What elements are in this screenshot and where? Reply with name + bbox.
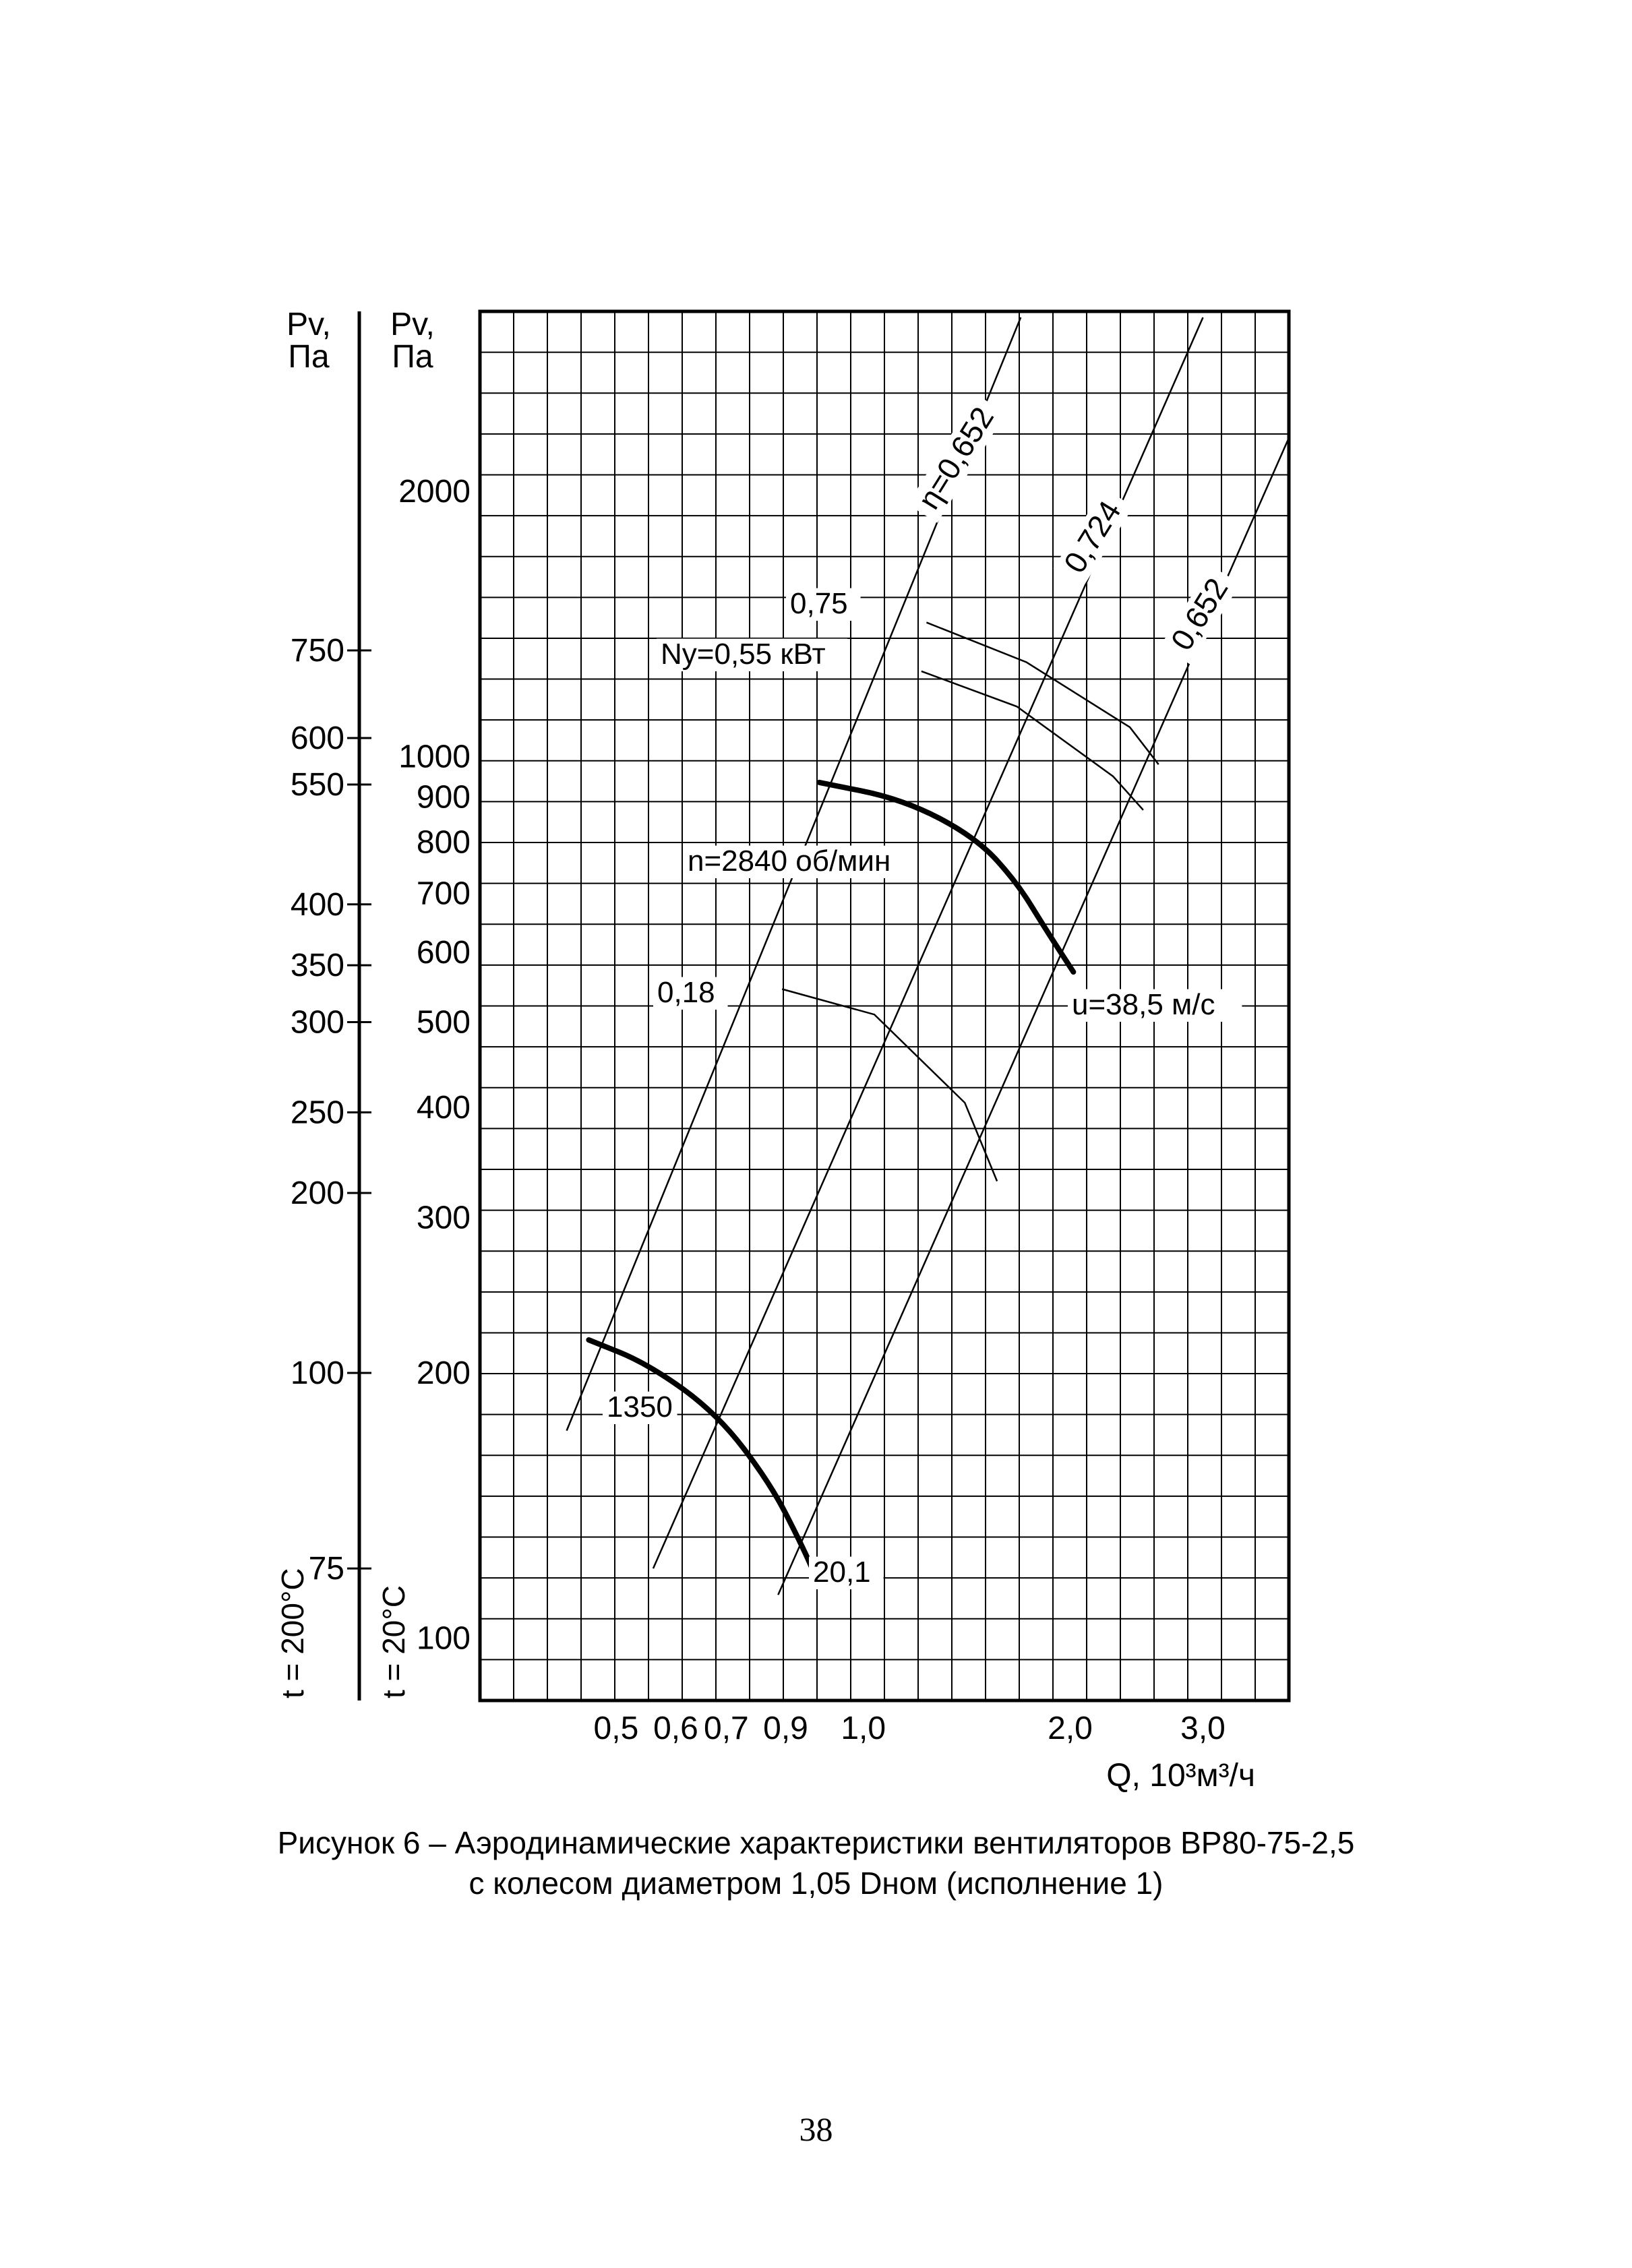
efficiency-label-0652-left: η=0,652 — [911, 400, 1001, 516]
x-tick-3,0: 3,0 — [1180, 1711, 1226, 1746]
y20-tick-500: 500 — [416, 1004, 471, 1041]
y200-tick-600: 600 — [290, 721, 344, 757]
y20-tick-300: 300 — [416, 1200, 471, 1236]
y200-temperature-label: t = 200°C — [275, 1568, 310, 1698]
y20-tick-600: 600 — [416, 934, 471, 971]
y200-tick-550: 550 — [290, 766, 344, 803]
y200-tick-100: 100 — [290, 1355, 344, 1391]
y20-tick-1000: 1000 — [398, 739, 471, 775]
y20-tick-900: 900 — [416, 779, 471, 816]
y20-temperature-label: t = 20°C — [376, 1585, 411, 1698]
y20-tick-200: 200 — [416, 1355, 471, 1391]
efficiency-label-0652-right-group — [1159, 565, 1240, 665]
chart-curves — [588, 783, 1073, 1585]
x-tick-0,5: 0,5 — [593, 1711, 639, 1746]
figure-caption-line-1: Рисунок 6 – Аэродинамические характеристики вентиляторов ВР80-75-2,5 — [277, 1825, 1355, 1860]
performance-curve-1 — [588, 1340, 819, 1585]
power-line-0 — [926, 623, 1158, 765]
efficiency-label-0652-left-group — [907, 394, 1006, 523]
tip-speed-label-201: 20,1 — [813, 1556, 871, 1589]
y20-axis-unit: Па — [392, 339, 433, 375]
y200-tick-75: 75 — [308, 1551, 344, 1587]
x-tick-0,6: 0,6 — [653, 1711, 698, 1746]
y200-tick-200: 200 — [290, 1175, 344, 1211]
power-line-2 — [782, 989, 997, 1182]
power-label-075: 0,75 — [790, 587, 848, 620]
y200-tick-350: 350 — [290, 948, 344, 984]
y20-axis-label: Pv, — [390, 307, 435, 342]
y200-tick-750: 750 — [290, 633, 344, 669]
x-tick-0,9: 0,9 — [763, 1711, 808, 1746]
efficiency-label-0652-right: 0,652 — [1163, 572, 1235, 656]
chart-labels — [275, 307, 1255, 1794]
page-number: 38 — [799, 2110, 833, 2148]
speed-label-1350: 1350 — [607, 1390, 673, 1423]
x-tick-2,0: 2,0 — [1048, 1711, 1093, 1746]
tip-speed-label-385: u=38,5 м/с — [1072, 988, 1215, 1021]
y200-axis-unit: Па — [288, 339, 330, 375]
y20-tick-400: 400 — [416, 1090, 471, 1126]
x-tick-0,7: 0,7 — [704, 1711, 749, 1746]
power-label-018: 0,18 — [657, 976, 715, 1009]
x-tick-1,0: 1,0 — [841, 1711, 886, 1746]
y200-tick-300: 300 — [290, 1004, 344, 1041]
y200-axis-label: Pv, — [286, 307, 331, 342]
y200-tick-250: 250 — [290, 1095, 344, 1131]
x-axis-label: Q, 10³м³/ч — [1106, 1758, 1255, 1794]
speed-label-2840: n=2840 об/мин — [688, 845, 891, 878]
power-label-055: Ny=0,55 кВт — [661, 638, 826, 671]
y20-tick-2000: 2000 — [398, 473, 471, 510]
y20-tick-100: 100 — [416, 1620, 471, 1657]
y200-tick-400: 400 — [290, 886, 344, 923]
efficiency-label-0724: 0,724 — [1056, 494, 1128, 579]
y20-tick-700: 700 — [416, 876, 471, 912]
efficiency-label-0724-group — [1052, 487, 1133, 587]
y20-tick-800: 800 — [416, 824, 471, 861]
figure-caption-line-2: с колесом диаметром 1,05 Dном (исполнение 1) — [469, 1866, 1163, 1901]
power-line-1 — [921, 671, 1143, 810]
